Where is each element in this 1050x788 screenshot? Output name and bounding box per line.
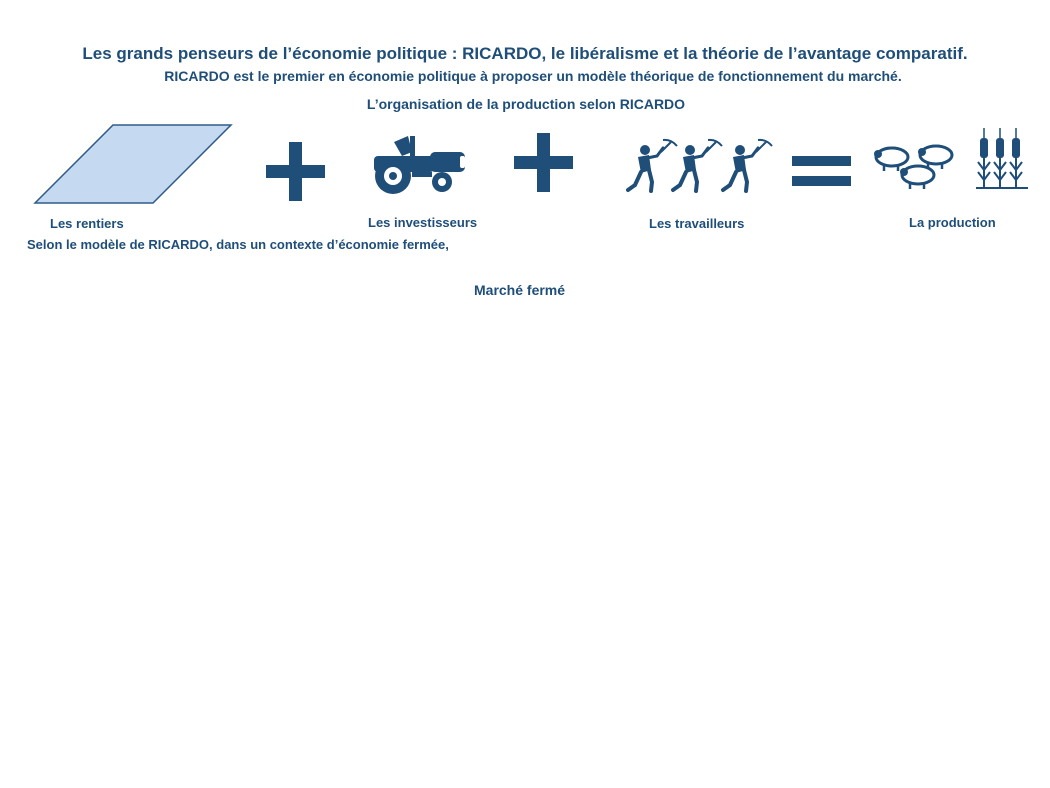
label-travailleurs: Les travailleurs bbox=[649, 216, 745, 231]
label-rentiers: Les rentiers bbox=[50, 216, 124, 231]
plus-operator-icon bbox=[266, 142, 326, 202]
diagram-heading: L’organisation de la production selon RICARDO bbox=[366, 96, 686, 112]
tractor-icon bbox=[372, 134, 468, 196]
market-label: Marché fermé bbox=[474, 282, 566, 298]
page-subtitle: RICARDO est le premier en économie politique à proposer un modèle théorique de fonctionnement du marché. bbox=[164, 68, 902, 84]
sheep-and-wheat-icon bbox=[872, 128, 1038, 194]
page-title: Les grands penseurs de l’économie politique : RICARDO, le libéralisme et la théorie de l’avantage comparatif. bbox=[82, 44, 968, 63]
label-production: La production bbox=[909, 215, 996, 230]
workers-icon bbox=[625, 136, 775, 192]
label-investisseurs: Les investisseurs bbox=[368, 215, 478, 230]
context-text: Selon le modèle de RICARDO, dans un contexte d’économie fermée, bbox=[27, 237, 449, 252]
plus-operator-icon bbox=[514, 133, 574, 193]
equals-operator-icon bbox=[792, 156, 852, 188]
